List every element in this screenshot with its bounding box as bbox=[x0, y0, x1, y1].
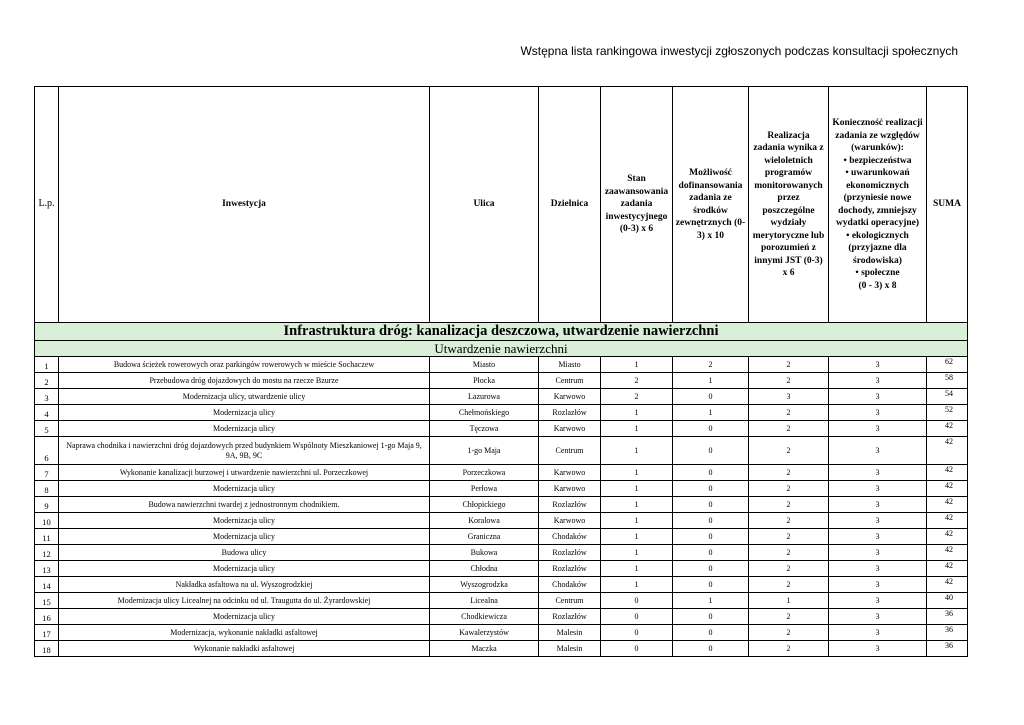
cell-stan: 0 bbox=[601, 625, 673, 641]
table-row bbox=[35, 561, 968, 577]
cell-suma: 42 bbox=[927, 529, 968, 545]
cell-suma: 62 bbox=[927, 357, 968, 373]
cell-dzielnica: Chodaków bbox=[539, 577, 601, 593]
cell-inwestycja: Wykonanie nakładki asfaltowej bbox=[59, 641, 430, 657]
cell-realizacja: 2 bbox=[749, 513, 829, 529]
cell-realizacja: 2 bbox=[749, 609, 829, 625]
cell-inwestycja: Modernizacja ulicy bbox=[59, 529, 430, 545]
cell-koniecznosc: 3 bbox=[829, 405, 927, 421]
cell-realizacja: 2 bbox=[749, 577, 829, 593]
cell-ulica: Chodkiewicza bbox=[430, 609, 539, 625]
cell-mozliwosc: 0 bbox=[673, 421, 749, 437]
cell-inwestycja: Przebudowa dróg dojazdowych do mostu na rzecze Bzurze bbox=[59, 373, 430, 389]
cell-inwestycja: Budowa nawierzchni twardej z jednostronnym chodnikiem. bbox=[59, 497, 430, 513]
cell-realizacja: 2 bbox=[749, 465, 829, 481]
header-koniecznosc-line: • uwarunkowań ekonomicznych (przyniesie nowe dochody, zmniejszy wydatki operacyjne) bbox=[835, 168, 920, 228]
header-stan: Stan zaawansowania zadania inwestycyjnego (0-3) x 6 bbox=[601, 87, 673, 323]
cell-koniecznosc: 3 bbox=[829, 357, 927, 373]
cell-mozliwosc: 0 bbox=[673, 497, 749, 513]
cell-stan: 1 bbox=[601, 545, 673, 561]
cell-mozliwosc: 0 bbox=[673, 545, 749, 561]
cell-inwestycja: Modernizacja ulicy bbox=[59, 561, 430, 577]
table-row bbox=[35, 421, 968, 437]
table-row bbox=[35, 593, 968, 609]
cell-stan: 0 bbox=[601, 593, 673, 609]
cell-mozliwosc: 0 bbox=[673, 561, 749, 577]
cell-suma: 42 bbox=[927, 513, 968, 529]
cell-koniecznosc: 3 bbox=[829, 609, 927, 625]
cell-dzielnica: Malesin bbox=[539, 641, 601, 657]
cell-suma: 40 bbox=[927, 593, 968, 609]
cell-dzielnica: Karwowo bbox=[539, 389, 601, 405]
cell-suma: 42 bbox=[927, 437, 968, 465]
cell-lp: 9 bbox=[35, 497, 59, 513]
header-realizacja: Realizacja zadania wynika z wieloletnich programów monitorowanych przez poszczególne wydziały merytoryczne lub porozumień z innymi JST (0-3) x 6 bbox=[749, 87, 829, 323]
cell-stan: 1 bbox=[601, 481, 673, 497]
cell-suma: 42 bbox=[927, 465, 968, 481]
cell-stan: 2 bbox=[601, 373, 673, 389]
cell-ulica: Koralowa bbox=[430, 513, 539, 529]
cell-inwestycja: Modernizacja ulicy Licealnej na odcinku od ul. Traugutta do ul. Żyrardowskiej bbox=[59, 593, 430, 609]
header-suma: SUMA bbox=[927, 87, 968, 323]
cell-suma: 42 bbox=[927, 545, 968, 561]
cell-ulica: Perłowa bbox=[430, 481, 539, 497]
cell-mozliwosc: 0 bbox=[673, 641, 749, 657]
cell-lp: 5 bbox=[35, 421, 59, 437]
cell-dzielnica: Chodaków bbox=[539, 529, 601, 545]
cell-stan: 1 bbox=[601, 577, 673, 593]
section-row bbox=[35, 323, 968, 341]
cell-koniecznosc: 3 bbox=[829, 373, 927, 389]
cell-lp: 17 bbox=[35, 625, 59, 641]
cell-stan: 0 bbox=[601, 641, 673, 657]
cell-dzielnica: Malesin bbox=[539, 625, 601, 641]
cell-inwestycja: Modernizacja ulicy bbox=[59, 513, 430, 529]
cell-dzielnica: Rozlazłów bbox=[539, 405, 601, 421]
cell-mozliwosc: 0 bbox=[673, 625, 749, 641]
table-row bbox=[35, 497, 968, 513]
cell-inwestycja: Modernizacja ulicy, utwardzenie ulicy bbox=[59, 389, 430, 405]
cell-dzielnica: Rozlazłów bbox=[539, 545, 601, 561]
cell-realizacja: 1 bbox=[749, 593, 829, 609]
cell-suma: 42 bbox=[927, 561, 968, 577]
cell-koniecznosc: 3 bbox=[829, 465, 927, 481]
cell-lp: 16 bbox=[35, 609, 59, 625]
cell-lp: 14 bbox=[35, 577, 59, 593]
cell-inwestycja: Modernizacja ulicy bbox=[59, 405, 430, 421]
table-row bbox=[35, 609, 968, 625]
cell-stan: 1 bbox=[601, 465, 673, 481]
subsection-row bbox=[35, 341, 968, 357]
cell-suma: 42 bbox=[927, 481, 968, 497]
header-koniecznosc-line: • ekologicznych (przyjazne dla środowiska) bbox=[846, 230, 909, 266]
cell-dzielnica: Karwowo bbox=[539, 465, 601, 481]
cell-mozliwosc: 1 bbox=[673, 593, 749, 609]
cell-koniecznosc: 3 bbox=[829, 577, 927, 593]
table-row bbox=[35, 481, 968, 497]
cell-ulica: Tęczowa bbox=[430, 421, 539, 437]
cell-mozliwosc: 0 bbox=[673, 513, 749, 529]
cell-ulica: Maczka bbox=[430, 641, 539, 657]
cell-suma: 36 bbox=[927, 641, 968, 657]
cell-koniecznosc: 3 bbox=[829, 593, 927, 609]
cell-mozliwosc: 0 bbox=[673, 609, 749, 625]
cell-inwestycja: Naprawa chodnika i nawierzchni dróg dojazdowych przed budynkiem Wspólnoty Mieszkaniowej 1-go Maja 9, 9A, 9B, 9C bbox=[59, 437, 430, 465]
cell-realizacja: 2 bbox=[749, 529, 829, 545]
cell-realizacja: 2 bbox=[749, 545, 829, 561]
cell-ulica: Kawalerzystów bbox=[430, 625, 539, 641]
cell-lp: 3 bbox=[35, 389, 59, 405]
cell-lp: 11 bbox=[35, 529, 59, 545]
cell-mozliwosc: 0 bbox=[673, 465, 749, 481]
table-row bbox=[35, 625, 968, 641]
cell-ulica: 1-go Maja bbox=[430, 437, 539, 465]
header-inwestycja: Inwestycja bbox=[59, 87, 430, 323]
cell-suma: 58 bbox=[927, 373, 968, 389]
cell-dzielnica: Rozlazłów bbox=[539, 609, 601, 625]
cell-suma: 42 bbox=[927, 577, 968, 593]
cell-koniecznosc: 3 bbox=[829, 481, 927, 497]
cell-dzielnica: Miasto bbox=[539, 357, 601, 373]
cell-mozliwosc: 0 bbox=[673, 529, 749, 545]
cell-realizacja: 2 bbox=[749, 561, 829, 577]
cell-stan: 1 bbox=[601, 405, 673, 421]
cell-lp: 4 bbox=[35, 405, 59, 421]
cell-dzielnica: Karwowo bbox=[539, 481, 601, 497]
cell-dzielnica: Karwowo bbox=[539, 421, 601, 437]
cell-ulica: Płocka bbox=[430, 373, 539, 389]
cell-inwestycja: Nakładka asfaltowa na ul. Wyszogrodzkiej bbox=[59, 577, 430, 593]
table-row bbox=[35, 357, 968, 373]
cell-lp: 10 bbox=[35, 513, 59, 529]
cell-realizacja: 3 bbox=[749, 389, 829, 405]
cell-realizacja: 2 bbox=[749, 481, 829, 497]
cell-realizacja: 2 bbox=[749, 357, 829, 373]
cell-mozliwosc: 0 bbox=[673, 389, 749, 405]
cell-inwestycja: Modernizacja ulicy bbox=[59, 609, 430, 625]
cell-koniecznosc: 3 bbox=[829, 437, 927, 465]
cell-stan: 1 bbox=[601, 421, 673, 437]
cell-mozliwosc: 1 bbox=[673, 373, 749, 389]
cell-lp: 15 bbox=[35, 593, 59, 609]
header-koniecznosc-line: (0 - 3) x 8 bbox=[858, 280, 897, 291]
cell-realizacja: 2 bbox=[749, 437, 829, 465]
cell-suma: 42 bbox=[927, 497, 968, 513]
cell-koniecznosc: 3 bbox=[829, 497, 927, 513]
cell-suma: 54 bbox=[927, 389, 968, 405]
cell-koniecznosc: 3 bbox=[829, 529, 927, 545]
cell-stan: 0 bbox=[601, 609, 673, 625]
cell-ulica: Chłodna bbox=[430, 561, 539, 577]
table-row bbox=[35, 389, 968, 405]
cell-ulica: Bukowa bbox=[430, 545, 539, 561]
cell-koniecznosc: 3 bbox=[829, 625, 927, 641]
cell-mozliwosc: 0 bbox=[673, 577, 749, 593]
cell-realizacja: 2 bbox=[749, 625, 829, 641]
cell-ulica: Wyszogrodzka bbox=[430, 577, 539, 593]
header-lp: L.p. bbox=[35, 87, 59, 323]
table-row bbox=[35, 545, 968, 561]
cell-inwestycja: Modernizacja ulicy bbox=[59, 421, 430, 437]
header-koniecznosc bbox=[829, 87, 927, 323]
table-body bbox=[35, 323, 968, 657]
cell-inwestycja: Modernizacja ulicy bbox=[59, 481, 430, 497]
table-row bbox=[35, 405, 968, 421]
cell-lp: 2 bbox=[35, 373, 59, 389]
cell-mozliwosc: 0 bbox=[673, 481, 749, 497]
cell-lp: 8 bbox=[35, 481, 59, 497]
table-header bbox=[35, 87, 968, 323]
cell-koniecznosc: 3 bbox=[829, 513, 927, 529]
cell-lp: 1 bbox=[35, 357, 59, 373]
cell-suma: 36 bbox=[927, 625, 968, 641]
cell-ulica: Lazurowa bbox=[430, 389, 539, 405]
cell-koniecznosc: 3 bbox=[829, 389, 927, 405]
cell-koniecznosc: 3 bbox=[829, 545, 927, 561]
cell-stan: 1 bbox=[601, 437, 673, 465]
cell-lp: 18 bbox=[35, 641, 59, 657]
cell-ulica: Porzeczkowa bbox=[430, 465, 539, 481]
cell-ulica: Graniczna bbox=[430, 529, 539, 545]
cell-mozliwosc: 0 bbox=[673, 437, 749, 465]
cell-koniecznosc: 3 bbox=[829, 421, 927, 437]
cell-stan: 1 bbox=[601, 497, 673, 513]
ranking-table bbox=[34, 86, 968, 657]
cell-ulica: Chełmońskiego bbox=[430, 405, 539, 421]
cell-ulica: Miasto bbox=[430, 357, 539, 373]
header-ulica: Ulica bbox=[430, 87, 539, 323]
cell-ulica: Licealna bbox=[430, 593, 539, 609]
table-row bbox=[35, 437, 968, 465]
cell-dzielnica: Centrum bbox=[539, 437, 601, 465]
subsection-title: Utwardzenie nawierzchni bbox=[35, 341, 968, 357]
cell-inwestycja: Wykonanie kanalizacji burzowej i utwardzenie nawierzchni ul. Porzeczkowej bbox=[59, 465, 430, 481]
table-row bbox=[35, 373, 968, 389]
header-koniecznosc-line: Konieczność realizacji zadania ze względów (warunków): bbox=[832, 118, 923, 153]
cell-lp: 6 bbox=[35, 437, 59, 465]
cell-dzielnica: Rozlazłów bbox=[539, 561, 601, 577]
cell-inwestycja: Budowa ścieżek rowerowych oraz parkingów rowerowych w mieście Sochaczew bbox=[59, 357, 430, 373]
cell-dzielnica: Centrum bbox=[539, 373, 601, 389]
page-title: Wstępna lista rankingowa inwestycji zgłoszonych podczas konsultacji społecznych bbox=[520, 44, 958, 58]
cell-realizacja: 2 bbox=[749, 497, 829, 513]
cell-dzielnica: Rozlazłów bbox=[539, 497, 601, 513]
cell-stan: 1 bbox=[601, 561, 673, 577]
cell-ulica: Chłopickiego bbox=[430, 497, 539, 513]
cell-stan: 1 bbox=[601, 357, 673, 373]
table-row bbox=[35, 465, 968, 481]
cell-stan: 1 bbox=[601, 513, 673, 529]
cell-mozliwosc: 1 bbox=[673, 405, 749, 421]
cell-mozliwosc: 2 bbox=[673, 357, 749, 373]
cell-realizacja: 2 bbox=[749, 421, 829, 437]
cell-koniecznosc: 3 bbox=[829, 641, 927, 657]
cell-suma: 52 bbox=[927, 405, 968, 421]
cell-lp: 7 bbox=[35, 465, 59, 481]
table-row bbox=[35, 513, 968, 529]
table-row bbox=[35, 641, 968, 657]
cell-dzielnica: Centrum bbox=[539, 593, 601, 609]
cell-inwestycja: Budowa ulicy bbox=[59, 545, 430, 561]
cell-stan: 1 bbox=[601, 529, 673, 545]
cell-lp: 13 bbox=[35, 561, 59, 577]
cell-koniecznosc: 3 bbox=[829, 561, 927, 577]
header-mozliwosc: Możliwość dofinansowania zadania ze środków zewnętrznych (0-3) x 10 bbox=[673, 87, 749, 323]
cell-dzielnica: Karwowo bbox=[539, 513, 601, 529]
cell-lp: 12 bbox=[35, 545, 59, 561]
cell-realizacja: 2 bbox=[749, 641, 829, 657]
cell-suma: 36 bbox=[927, 609, 968, 625]
section-title: Infrastruktura dróg: kanalizacja deszczowa, utwardzenie nawierzchni bbox=[35, 323, 968, 341]
header-koniecznosc-line: • bezpieczeństwa bbox=[843, 155, 912, 166]
table-row bbox=[35, 529, 968, 545]
header-koniecznosc-line: • społeczne bbox=[855, 268, 900, 278]
header-dzielnica: Dzielnica bbox=[539, 87, 601, 323]
cell-suma: 42 bbox=[927, 421, 968, 437]
cell-realizacja: 2 bbox=[749, 405, 829, 421]
cell-stan: 2 bbox=[601, 389, 673, 405]
cell-realizacja: 2 bbox=[749, 373, 829, 389]
table-row bbox=[35, 577, 968, 593]
cell-inwestycja: Modernizacja, wykonanie nakładki asfaltowej bbox=[59, 625, 430, 641]
